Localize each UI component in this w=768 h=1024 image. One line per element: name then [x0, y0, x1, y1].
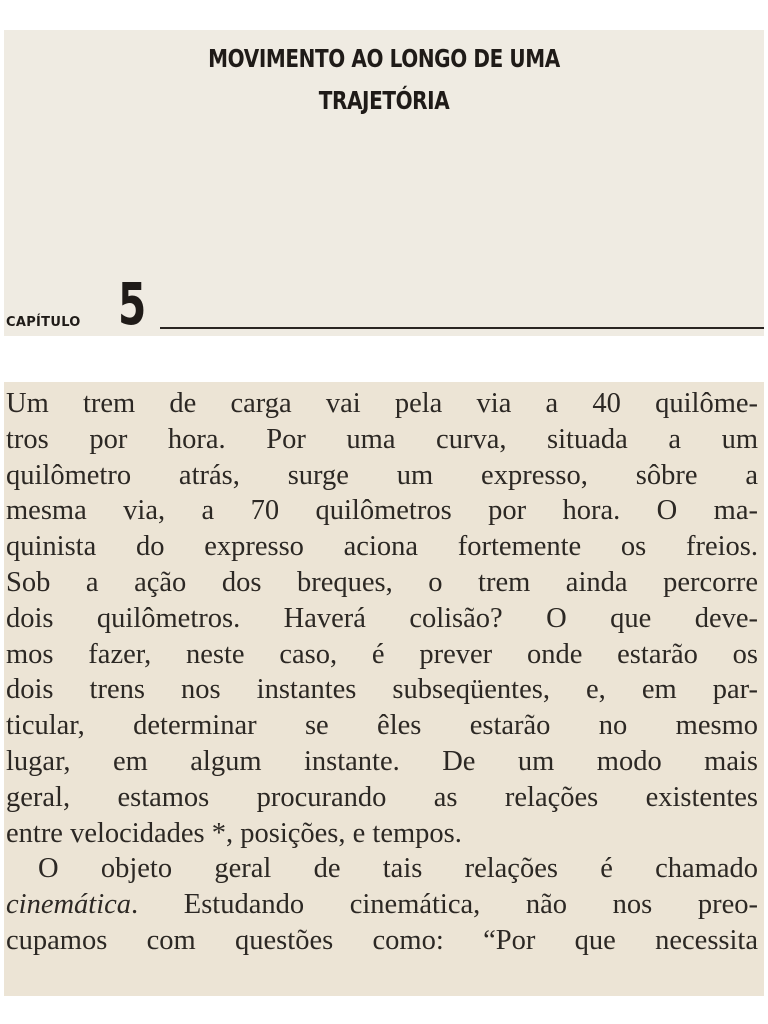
text-line: tros por hora. Por uma curva, situada a um: [6, 423, 758, 455]
chapter-label: CAPÍTULO: [6, 315, 81, 330]
text-line: O objeto geral de tais relações é chamado: [38, 853, 758, 885]
title-line-1: MOVIMENTO AO LONGO DE UMA: [208, 44, 560, 73]
body-text-panel: [4, 382, 764, 996]
text-line: dois quilômetros. Haverá colisão? O que deve-: [6, 602, 758, 634]
text-line: Um trem de carga vai pela via a 40 quilôme-: [6, 388, 758, 419]
chapter-rule: [160, 327, 764, 329]
chapter-header: [4, 30, 764, 336]
text-line: entre velocidades *, posições, e tempos.: [6, 817, 462, 849]
text-line: quinista do expresso aciona fortemente os freios.: [6, 531, 758, 563]
text-line: cupamos com questões como: “Por que necessita: [6, 924, 758, 956]
title-line-2: TRAJETÓRIA: [318, 86, 450, 115]
text-line: Sob a ação dos breques, o trem ainda percorre: [6, 566, 758, 598]
text-line: ticular, determinar se êles estarão no mesmo: [6, 710, 758, 742]
text-line: cinemática. Estudando cinemática, não nos preo-: [6, 889, 758, 921]
text-line: lugar, em algum instante. De um modo mais: [6, 745, 758, 777]
italic-term: cinemática: [6, 889, 132, 921]
text-line: dois trens nos instantes subseqüentes, e, em par-: [6, 674, 758, 706]
text-line: mesma via, a 70 quilômetros por hora. O ma-: [6, 495, 758, 527]
chapter-marker: [4, 270, 764, 338]
text-line: quilômetro atrás, surge um expresso, sôbre a: [6, 459, 758, 491]
page-title: [80, 38, 688, 122]
body-text: [6, 386, 758, 959]
text-line: mos fazer, neste caso, é prever onde estarão os: [6, 638, 758, 670]
text-line: geral, estamos procurando as relações existentes: [6, 781, 758, 813]
chapter-number: 5: [118, 270, 147, 338]
